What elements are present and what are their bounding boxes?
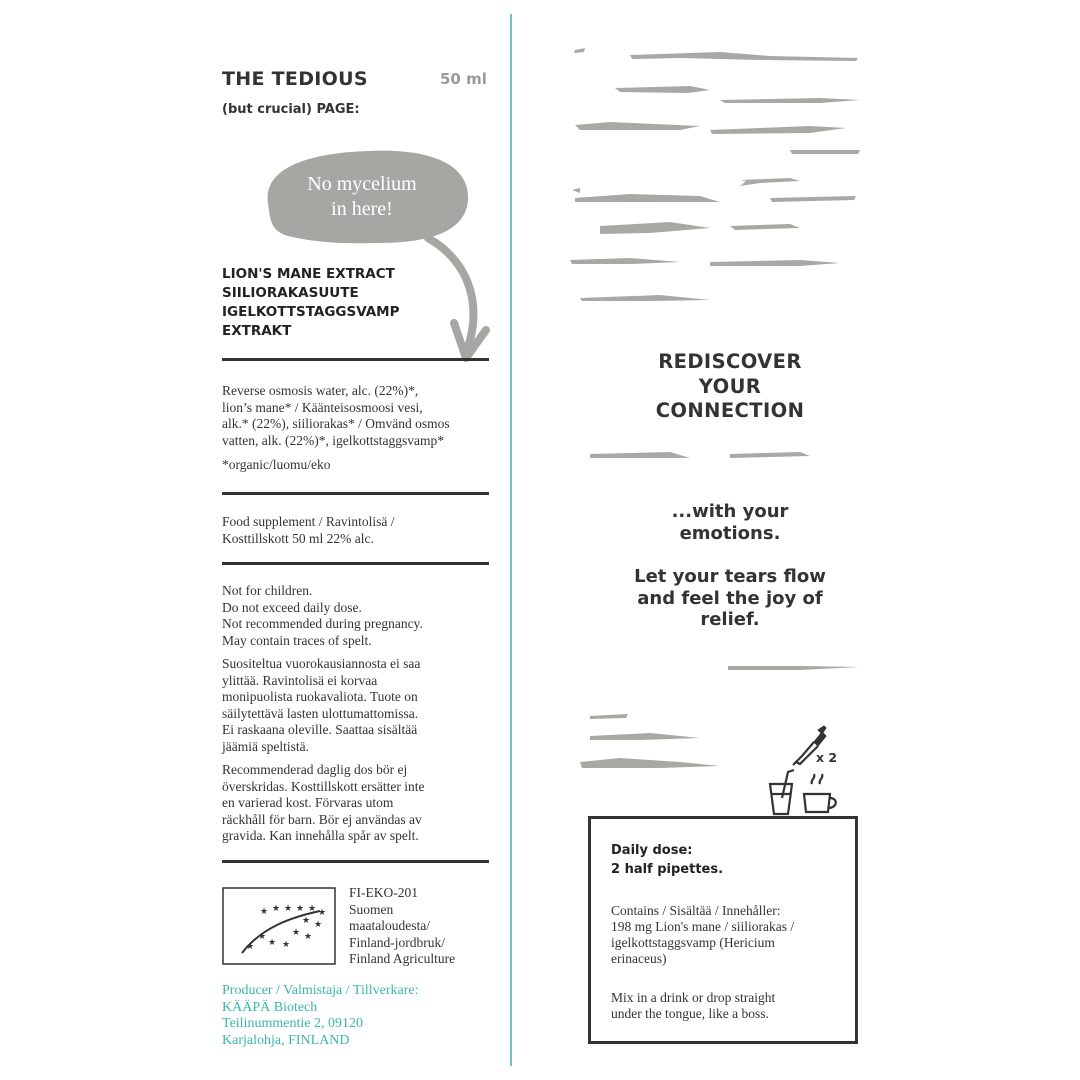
svg-text:★: ★ — [246, 942, 255, 952]
tagline-line: Let your tears flow — [634, 566, 826, 587]
ingredients — [222, 383, 502, 474]
svg-text:★: ★ — [292, 928, 301, 938]
svg-text:★: ★ — [284, 904, 293, 914]
organic-footnote: *organic/luomu/eko — [222, 457, 331, 472]
warning-fi: ylittää. Ravintolisä ei korvaa — [222, 672, 378, 688]
contains-line: igelkottstaggsvamp (Hericium — [611, 935, 775, 950]
warning-sv: räckhåll för barn. Bör ej användas av — [222, 811, 422, 827]
volume-label: 50 ml — [440, 70, 487, 88]
contains-line: erinaceus) — [611, 951, 667, 966]
tagline-line: and feel the joy of — [637, 587, 823, 609]
cert-line: FI-EKO-201 — [349, 885, 418, 900]
producer-line: Producer / Valmistaja / Tillverkare: — [222, 983, 419, 998]
page-title: THE TEDIOUS — [222, 68, 368, 90]
svg-text:★: ★ — [260, 907, 269, 917]
tagline-tears — [580, 566, 880, 631]
warning-en: Not for children. — [222, 583, 313, 598]
contains-line: 198 mg Lion's mane / siiliorakas / — [611, 919, 795, 934]
product-name: SIILIORAKASUUTE — [222, 285, 359, 301]
cert-line: maataloudesta/ — [349, 918, 430, 933]
tagline-line: relief. — [700, 609, 760, 630]
cert-line: Finland-jordbruk/ — [349, 934, 445, 950]
warning-en: Not recommended during pregnancy. — [222, 616, 423, 631]
panel-divider — [510, 14, 512, 1066]
headline-line: YOUR — [698, 374, 762, 398]
eu-organic-leaf-icon — [222, 887, 336, 965]
ingredient-line: alk.* (22%), siiliorakas* / Omvänd osmos — [222, 416, 450, 431]
headline-line: CONNECTION — [655, 399, 805, 422]
divider-rule — [222, 562, 489, 565]
contains-line: Contains / Sisältää / Innehåller: — [611, 903, 781, 918]
warning-en: May contain traces of spelt. — [222, 632, 372, 648]
warnings — [222, 583, 502, 845]
warning-fi: monipuolista ruokavaliota. Tuote on — [222, 689, 418, 704]
product-names — [222, 265, 400, 341]
warning-en: Do not exceed daily dose. — [222, 599, 362, 615]
divider-rule — [222, 358, 489, 361]
svg-text:★: ★ — [318, 908, 327, 918]
producer-line: Karjalohja, FINLAND — [222, 1032, 350, 1048]
svg-text:★: ★ — [272, 904, 281, 914]
daily-dose-title — [611, 842, 723, 879]
producer-line: KÄÄPÄ Biotech — [222, 999, 318, 1015]
supplement-line: Food supplement / Ravintolisä / — [222, 514, 395, 529]
warning-fi: Ei raskaana oleville. Saattaa sisältää — [222, 722, 418, 737]
ingredient-line: Reverse osmosis water, alc. (22%)*, — [222, 383, 419, 398]
tagline-line: ...with your — [671, 501, 789, 522]
warning-sv: Recommenderad daglig dos bör ej — [222, 762, 408, 777]
supplement-info — [222, 514, 502, 547]
headline-line: REDISCOVER — [658, 350, 802, 373]
cup-icon — [804, 774, 836, 812]
tagline-line: emotions. — [679, 522, 781, 544]
bubble-line: No mycelium — [307, 173, 417, 195]
svg-text:★: ★ — [314, 920, 323, 930]
dose-title-line: Daily dose: — [611, 843, 693, 858]
warning-fi: säilytettävä lasten ulottumattomissa. — [222, 705, 419, 721]
warning-fi: jäämiä speltistä. — [222, 738, 309, 754]
bubble-text — [262, 172, 462, 222]
dosage-icons — [760, 724, 870, 818]
cert-line: Finland Agriculture — [349, 951, 456, 966]
contains-text — [611, 903, 847, 967]
page-subtitle: (but crucial) PAGE: — [222, 102, 360, 117]
svg-text:★: ★ — [282, 940, 291, 950]
glass-icon — [770, 770, 794, 814]
svg-text:★: ★ — [268, 938, 277, 948]
tagline-emotions — [580, 501, 880, 544]
svg-text:★: ★ — [302, 916, 311, 926]
warning-sv: överskridas. Kosttillskott ersätter inte — [222, 778, 425, 794]
ingredient-line: vatten, alk. (22%)*, igelkottstaggsvamp* — [222, 432, 444, 448]
headline — [580, 350, 880, 424]
bubble-line: in here! — [331, 198, 393, 220]
divider-rule — [222, 492, 489, 495]
product-name: LION'S MANE EXTRACT — [222, 266, 395, 282]
usage-text — [611, 990, 847, 1022]
dose-title-line: 2 half pipettes. — [611, 861, 724, 877]
ingredient-line: lion’s mane* / Käänteisosmoosi vesi, — [222, 399, 423, 415]
producer-line: Teilinummentie 2, 09120 — [222, 1016, 363, 1031]
svg-text:★: ★ — [308, 904, 317, 914]
usage-line: Mix in a drink or drop straight — [611, 990, 776, 1005]
divider-rule — [222, 860, 489, 863]
certification-text — [349, 885, 455, 968]
product-name: IGELKOTTSTAGGSVAMP — [222, 304, 400, 320]
warning-sv: gravida. Kan innehålla spår av spelt. — [222, 828, 419, 843]
warning-sv: en varierad kost. Förvaras utom — [222, 795, 394, 810]
warning-fi: Suositeltua vuorokausiannosta ei saa — [222, 656, 421, 671]
supplement-line: Kosttillskott 50 ml 22% alc. — [222, 530, 374, 546]
dose-multiplier: x 2 — [816, 750, 838, 765]
cert-line: Suomen — [349, 901, 394, 917]
svg-text:★: ★ — [304, 932, 313, 942]
product-name: EXTRAKT — [222, 323, 292, 339]
svg-text:★: ★ — [296, 904, 305, 914]
producer-info — [222, 983, 419, 1049]
usage-line: under the tongue, like a boss. — [611, 1006, 769, 1021]
svg-text:★: ★ — [258, 932, 267, 942]
